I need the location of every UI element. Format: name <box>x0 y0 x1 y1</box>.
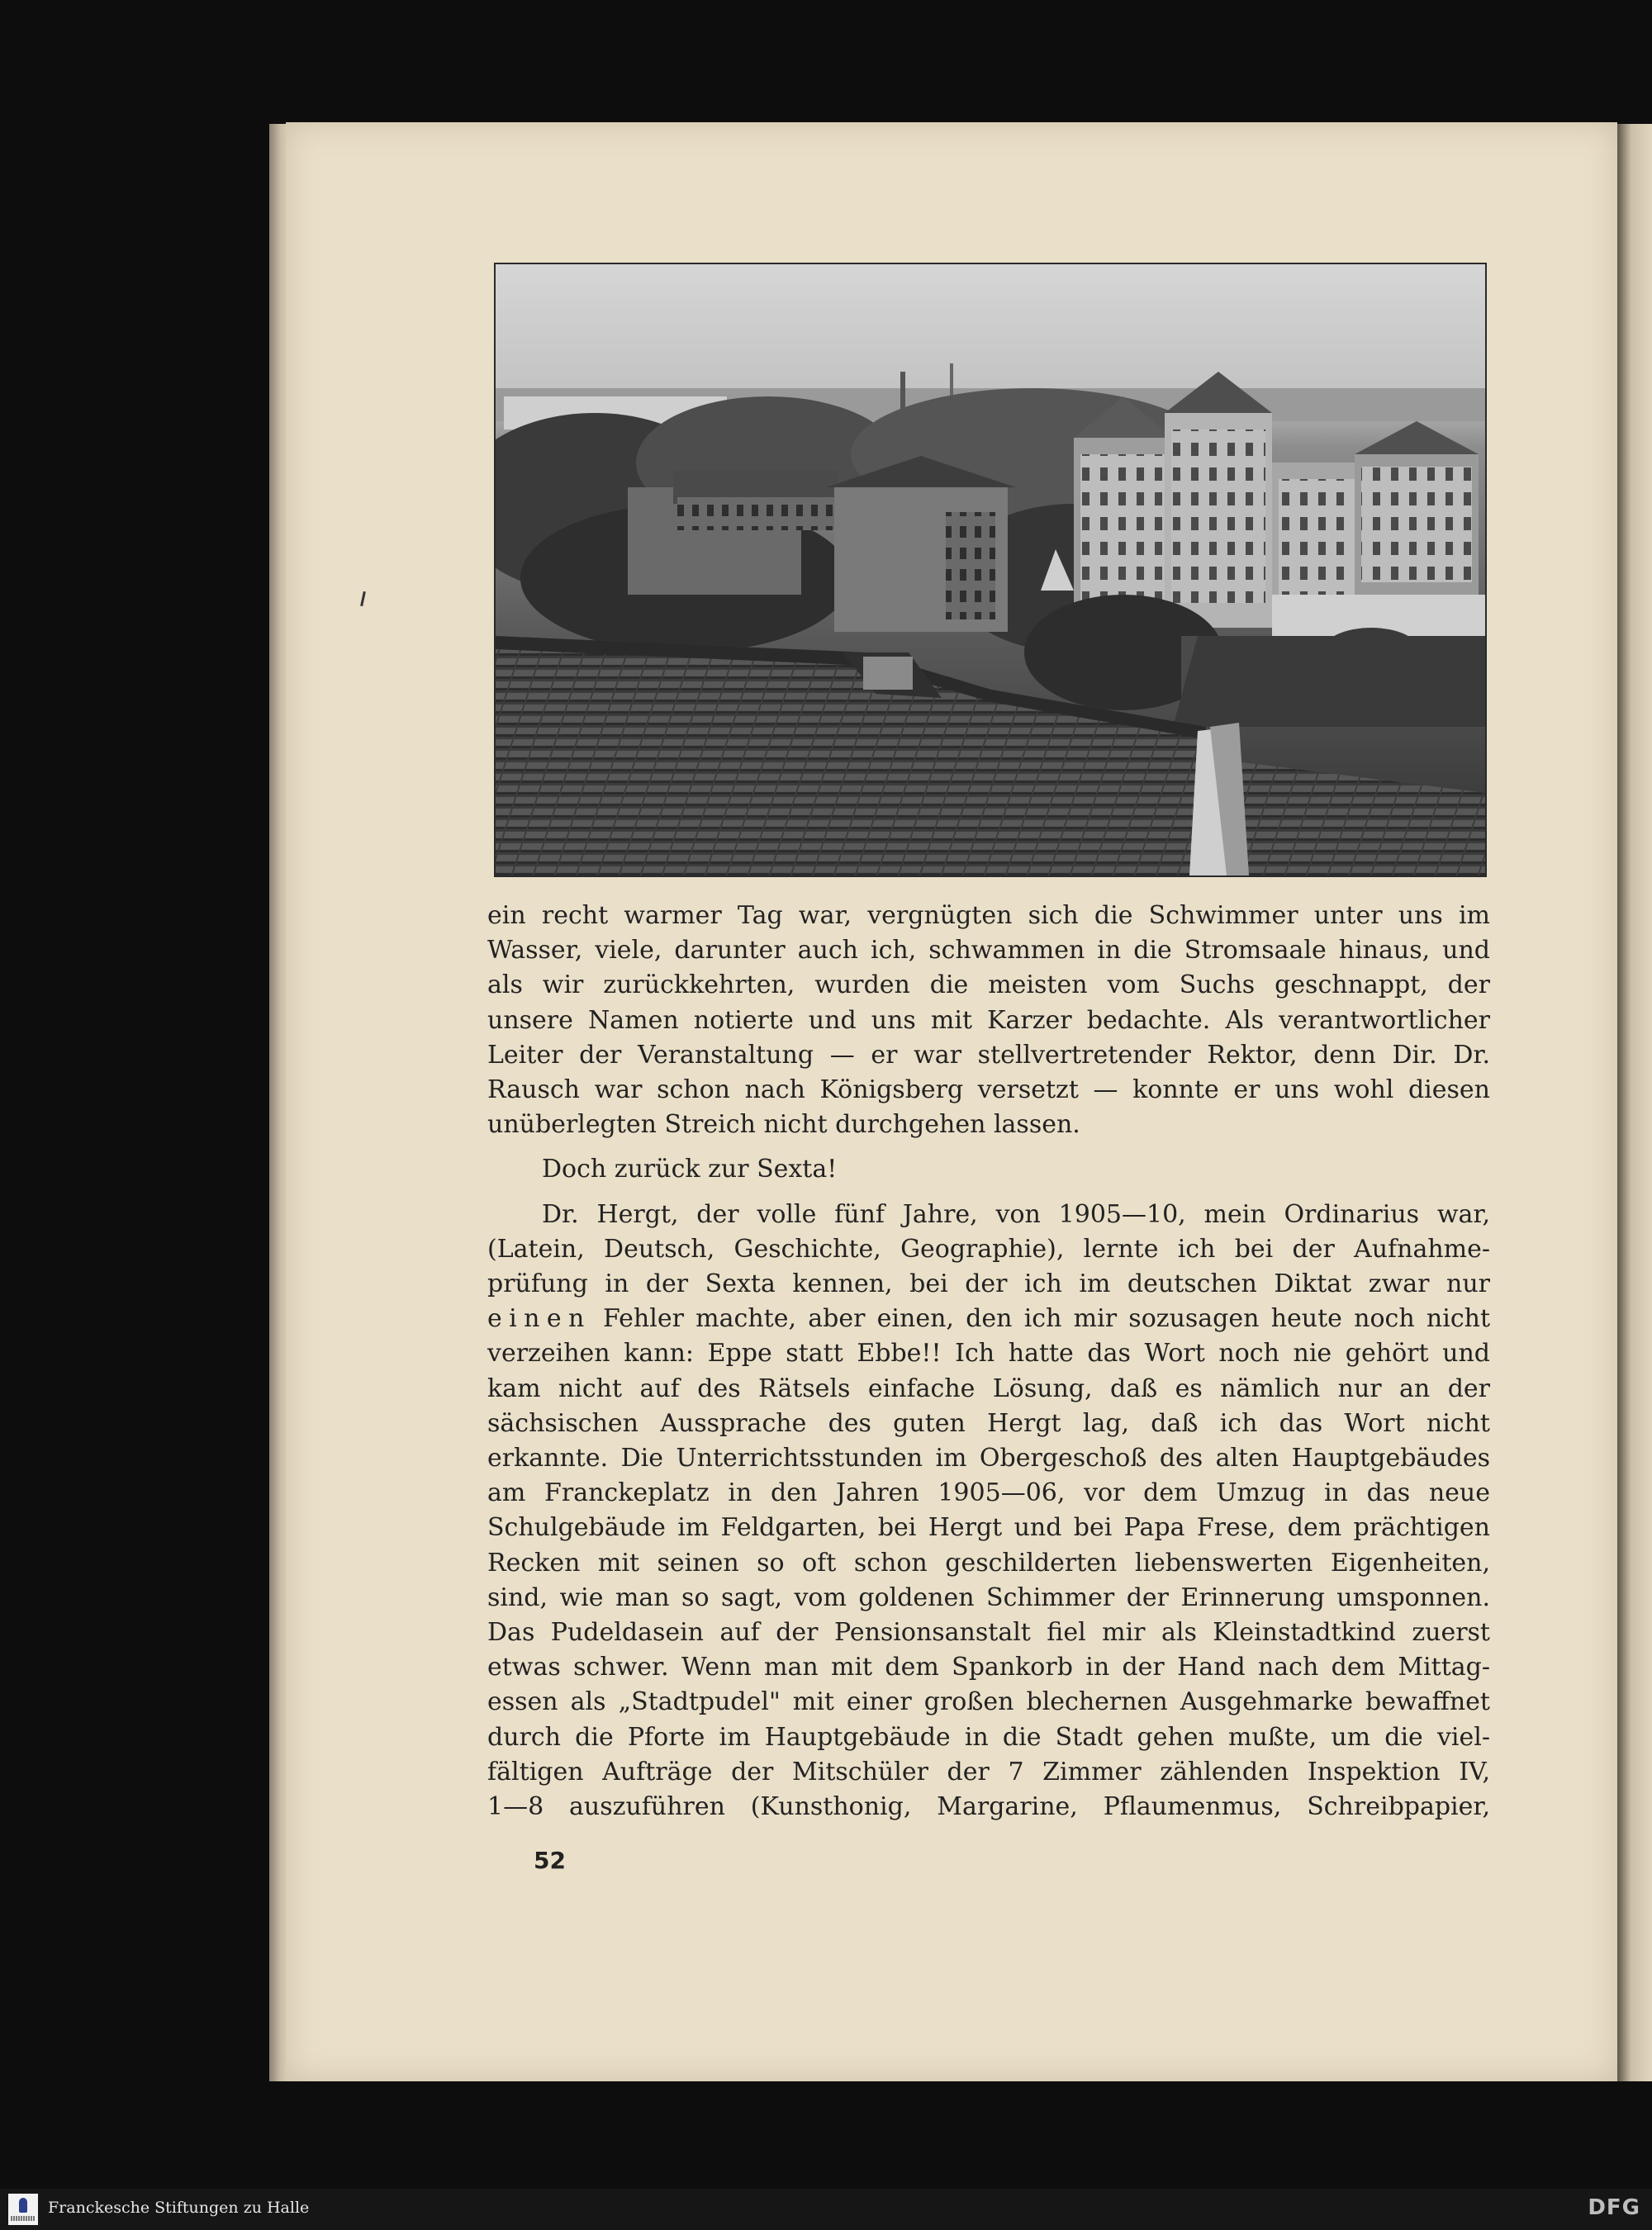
text-line: Wasser, viele, darunter auch ich, schwammen in die Stromsaale hinaus, und <box>487 936 1490 966</box>
text-line: essen als „Stadtpudel" mit einer großen blechernen Ausgehmarke bewaffnet <box>487 1687 1490 1717</box>
logo-caption-mark <box>11 2216 36 2221</box>
page-left-edge <box>269 124 287 2081</box>
text-line: sind, wie man so sagt, vom goldenen Schimmer der Erinnerung umsponnen. <box>487 1582 1490 1612</box>
text-line: kam nicht auf des Rätsels einfache Lösung, daß es nämlich nur an der <box>487 1374 1490 1403</box>
viewer-footer <box>0 2189 1652 2230</box>
text-line: am Franckeplatz in den Jahren 1905—06, vor dem Umzug in das neue <box>487 1478 1490 1508</box>
text-line: fältigen Aufträge der Mitschüler der 7 Zimmer zählenden Inspektion IV, <box>487 1757 1490 1786</box>
text-line-rest: Fehler machte, aber einen, den ich mir sozusagen heute noch nicht <box>591 1304 1490 1334</box>
franckesche-stiftungen-logo-icon[interactable] <box>8 2194 38 2225</box>
text-line-with-spaced-word <box>487 1302 1490 1336</box>
text-line: 1—8 auszuführen (Kunsthonig, Margarine, Pflaumenmus, Schreibpapier, <box>487 1792 1490 1822</box>
text-line: sächsischen Aussprache des guten Hergt lag, daß ich das Wort nicht <box>487 1408 1490 1438</box>
text-line: Recken mit seinen so oft schon geschilderten liebenswerten Eigenheiten, <box>487 1548 1490 1578</box>
text-line: unüberlegten Streich nicht durchgehen lassen. <box>487 1110 1080 1140</box>
text-line: erkannte. Die Unterrichtsstunden im Obergeschoß des alten Hauptgebäudes <box>487 1444 1490 1473</box>
text-line: durch die Pforte im Hauptgebäude in die Stadt gehen mußte, um die viel- <box>487 1722 1490 1752</box>
text-line: unsere Namen notierte und uns mit Karzer bedachte. Als verantwortlicher <box>487 1005 1490 1035</box>
footer-institution-link[interactable]: Franckesche Stiftungen zu Halle <box>48 2199 310 2217</box>
paragraph-2 <box>487 1152 1490 1187</box>
next-page-edge <box>1617 124 1652 2081</box>
paragraph-3 <box>487 1198 1490 1825</box>
paragraph-1 <box>487 899 1490 1142</box>
text-line: verzeihen kann: Eppe statt Ebbe!! Ich hatte das Wort noch nie gehört und <box>487 1339 1490 1369</box>
text-line: als wir zurückkehrten, wurden die meisten vom Suchs geschnappt, der <box>487 970 1490 1000</box>
paragraph-spacer <box>487 1142 1490 1152</box>
text-line: etwas schwer. Wenn man mit dem Spankorb in der Hand nach dem Mittag- <box>487 1653 1490 1682</box>
photo-school-buildings <box>494 263 1487 877</box>
text-line: prüfung in der Sexta kennen, bei der ich im deutschen Diktat zwar nur <box>487 1269 1490 1299</box>
text-line: Dr. Hergt, der volle fünf Jahre, von 1905—10, mein Ordinarius war, <box>542 1199 1490 1229</box>
paragraph-spacer <box>487 1188 1490 1198</box>
text-line: Das Pudeldasein auf der Pensionsanstalt fiel mir als Kleinstadtkind zuerst <box>487 1618 1490 1648</box>
text-line: Schulgebäude im Feldgarten, bei Hergt und bei Papa Frese, dem prächtigen <box>487 1513 1490 1543</box>
dfg-logo[interactable]: DFG <box>1588 2195 1640 2220</box>
text-line: Doch zurück zur Sexta! <box>542 1155 838 1184</box>
spaced-emphasis-word: einen <box>487 1304 591 1334</box>
text-line: ein recht warmer Tag war, vergnügten sich die Schwimmer unter uns im <box>487 901 1490 930</box>
text-line: Rausch war schon nach Königsberg versetzt — konnte er uns wohl diesen <box>487 1075 1490 1105</box>
text-line: Leiter der Veranstaltung — er war stellvertretender Rektor, denn Dir. Dr. <box>487 1040 1490 1070</box>
body-text <box>487 899 1490 1824</box>
page-number: 52 <box>534 1847 566 1874</box>
logo-figure-icon <box>19 2198 27 2213</box>
photo-illustration <box>496 264 1485 875</box>
text-line: (Latein, Deutsch, Geschichte, Geographie), lernte ich bei der Aufnahme- <box>487 1234 1490 1264</box>
